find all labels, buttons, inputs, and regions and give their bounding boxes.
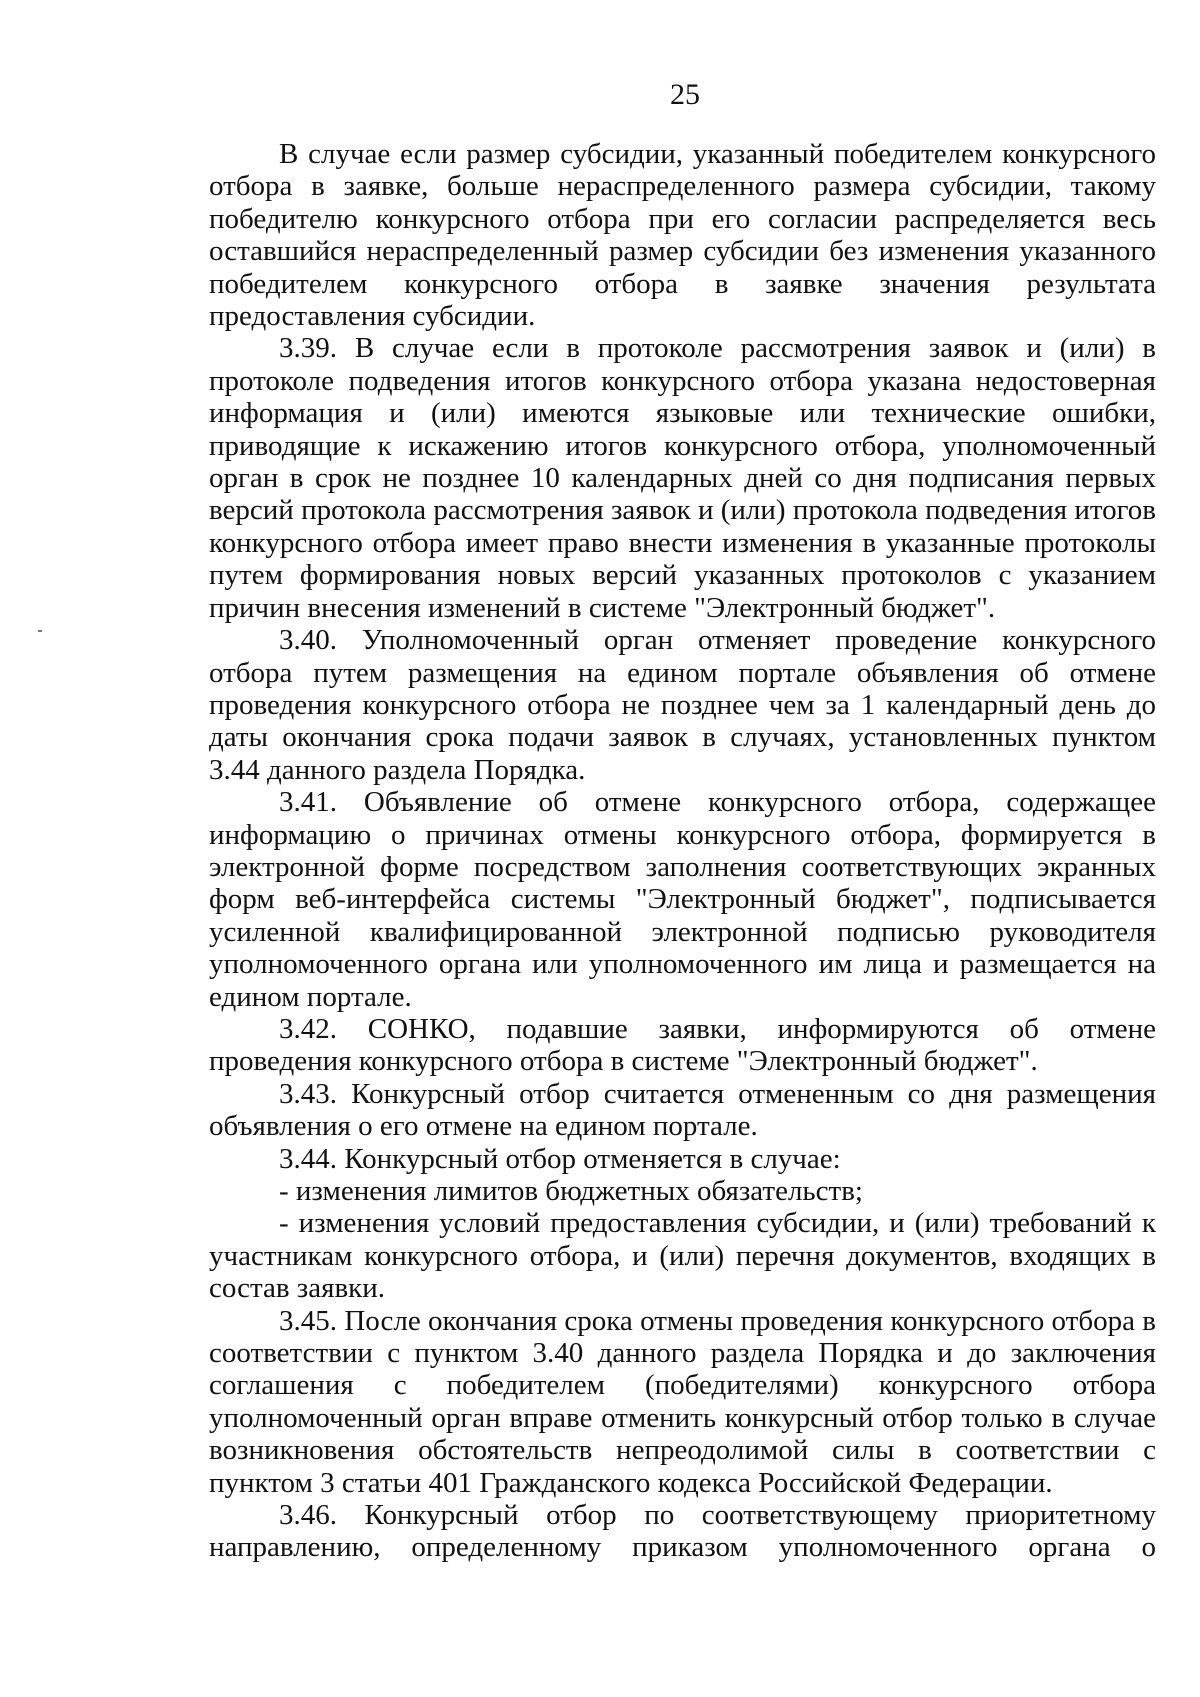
paragraph-subsidy-distribution: В случае если размер субсидии, указанный победителем конкурсного отбора в заявке, больше нераспределенного размера субсидии, такому победителю конкурсного отбора при его согласии распределяется весь оставшийся нераспределенный размер субсидии без изменения указанного победителем конкурсного отбора в заявке значения результата предоставления субсидии. [209, 138, 1156, 333]
paragraph-3-44: 3.44. Конкурсный отбор отменяется в случае: [279, 1142, 841, 1175]
list-item-conditions-change: - изменения условий предоставления субсидии, и (или) требований к участникам конкурсного отбора, и (или) перечня документов, входящих в состав заявки. [209, 1207, 1156, 1305]
paragraph-3-43: 3.43. Конкурсный отбор считается отмененным со дня размещения объявления о его отмене на едином портале. [209, 1077, 1156, 1143]
document-body [209, 138, 1156, 1564]
paragraph-3-42: 3.42. СОНКО, подавшие заявки, информируются об отмене проведения конкурсного отбора в системе "Электронный бюджет". [209, 1012, 1156, 1078]
list-item-budget-limits: - изменения лимитов бюджетных обязательств; [279, 1175, 863, 1207]
paragraph-3-40: 3.40. Уполномоченный орган отменяет проведение конкурсного отбора путем размещения на едином портале объявления об отмене проведения конкурсного отбора не позднее чем за 1 календарный день до даты окончания срока подачи заявок в случаях, установленных пунктом 3.44 данного раздела Порядка. [209, 624, 1156, 786]
paragraph-3-46: 3.46. Конкурсный отбор по соответствующему приоритетному направлению, определенному приказом уполномоченного органа о [209, 1499, 1156, 1564]
page-number: 25 [670, 78, 700, 111]
scan-speck [38, 630, 42, 632]
paragraph-3-41: 3.41. Объявление об отмене конкурсного отбора, содержащее информацию о причинах отмены конкурсного отбора, формируется в электронной форме посредством заполнения соответствующих экранных форм веб-интерфейса системы "Электронный бюджет", подписывается усиленной квалифицированной электронной подписью руководителя уполномоченного органа или уполномоченного им лица и размещается на едином портале. [209, 786, 1156, 1013]
paragraph-3-45: 3.45. После окончания срока отмены проведения конкурсного отбора в соответствии с пунктом 3.40 данного раздела Порядка и до заключения соглашения с победителем (победителями) конкурсного отбора уполномоченный орган вправе отменить конкурсный отбор только в случае возникновения обстоятельств непреодолимой силы в соответствии с пунктом 3 статьи 401 Гражданского кодекса Российской Федерации. [209, 1304, 1156, 1499]
paragraph-3-39: 3.39. В случае если в протоколе рассмотрения заявок и (или) в протоколе подведения итогов конкурсного отбора указана недостоверная информация и (или) имеются языковые или технические ошибки, приводящие к искажению итогов конкурсного отбора, уполномоченный орган в срок не позднее 10 календарных дней со дня подписания первых версий протокола рассмотрения заявок и (или) протокола подведения итогов конкурсного отбора имеет право внести изменения в указанные протоколы путем формирования новых версий указанных протоколов с указанием причин внесения изменений в системе "Электронный бюджет". [209, 332, 1156, 624]
